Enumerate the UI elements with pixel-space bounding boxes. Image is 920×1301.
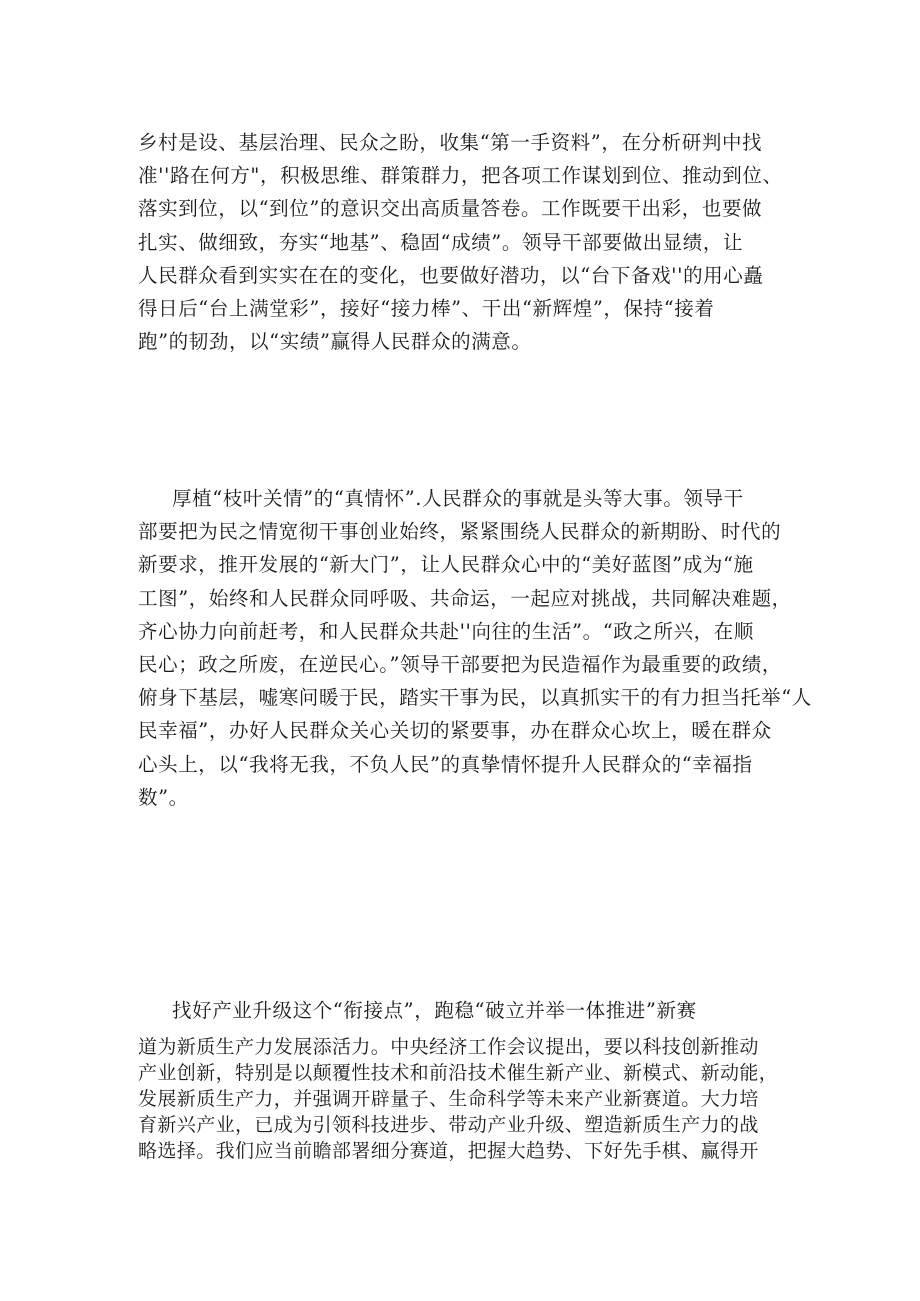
text-line: 部要把为民之情宽彻干事创业始终，紧紧围绕人民群众的新期盼、时代的 [138, 520, 782, 544]
text-line: 新要求，推开发展的“新大门”，让人民群众心中的“美好蓝图”成为“施 [138, 553, 754, 577]
paragraph-2 [138, 482, 812, 814]
text-line: 民心；政之所废，在逆民心。”领导干部要把为民造福作为最重要的政绩， [138, 653, 783, 677]
text-line: 落实到位，以“到位”的意识交出高质量答卷。工作既要干出彩，也要做 [138, 197, 763, 221]
text-line: 略选择。我们应当前瞻部署细分赛道，把握大趋势、下好先手棋、赢得开 [138, 1140, 759, 1162]
text-line: 产业创新，特别是以颠覆性技术和前沿技术催生新产业、新模式、新动能， [138, 1062, 779, 1084]
text-line: 得日后“台上满堂彩”，接好“接力棒”、干出“新辉煌”，保持“接着 [138, 297, 715, 321]
section-heading: 找好产业升级这个“衔接点”，跑稳“破立并举一体推进”新赛 [172, 999, 697, 1022]
text-line: 乡村是设、基层治理、民众之盼，收集“第一手资料”，在分析研判中找 [138, 131, 763, 154]
text-line: 民幸福”，办好人民群众关心关切的紧要事，办在群众心坎上，暖在群众 [138, 719, 772, 743]
text-line: 准''路在何方"，积极思维、群策群力，把各项工作谋划到位、推动到位、 [138, 164, 783, 188]
text-line: 发展新质生产力，并强调开辟量子、生命科学等未来产业新赛道。大力培 [138, 1088, 759, 1110]
text-line: 心头上，以“我将无我，不负人民”的真挚情怀提升人民群众的“幸福指 [138, 752, 753, 776]
text-line: 俯身下基层，嘘寒问暖于民，踏实干事为民，以真抓实干的有力担当托举“人 [138, 686, 812, 710]
text-line: 数”。 [138, 785, 189, 809]
text-line: 工图”，始终和人民群众同呼吸、共命运，一起应对挑战，共同解决难题， [138, 586, 792, 610]
text-line: 育新兴产业，已成为引领科技进步、带动产业升级、塑造新质生产力的战 [138, 1114, 759, 1136]
text-line: 跑”的韧劲，以“实绩”赢得人民群众的满意。 [138, 330, 532, 354]
paragraph-1 [138, 126, 792, 358]
paragraph-3 [138, 1034, 792, 1164]
text-line: 扎实、做细致，夯实“地基”、稳固“成绩”。领导干部要做出显绩，让 [138, 230, 744, 254]
text-line: 厚植“枝叶关情”的“真情怀”.人民群众的事就是头等大事。领导干 [172, 487, 744, 510]
text-line: 齐心协力向前赶考，和人民群众共赴''向往的生活”。“政之所兴，在顺 [138, 619, 754, 643]
text-line: 人民群众看到实实在在的变化，也要做好潜功，以“台下备戏''的用心矗 [138, 263, 764, 287]
text-line: 道为新质生产力发展添活力。中央经济工作会议提出，要以科技创新推动 [138, 1036, 759, 1058]
paragraph-3-heading [138, 995, 792, 1023]
